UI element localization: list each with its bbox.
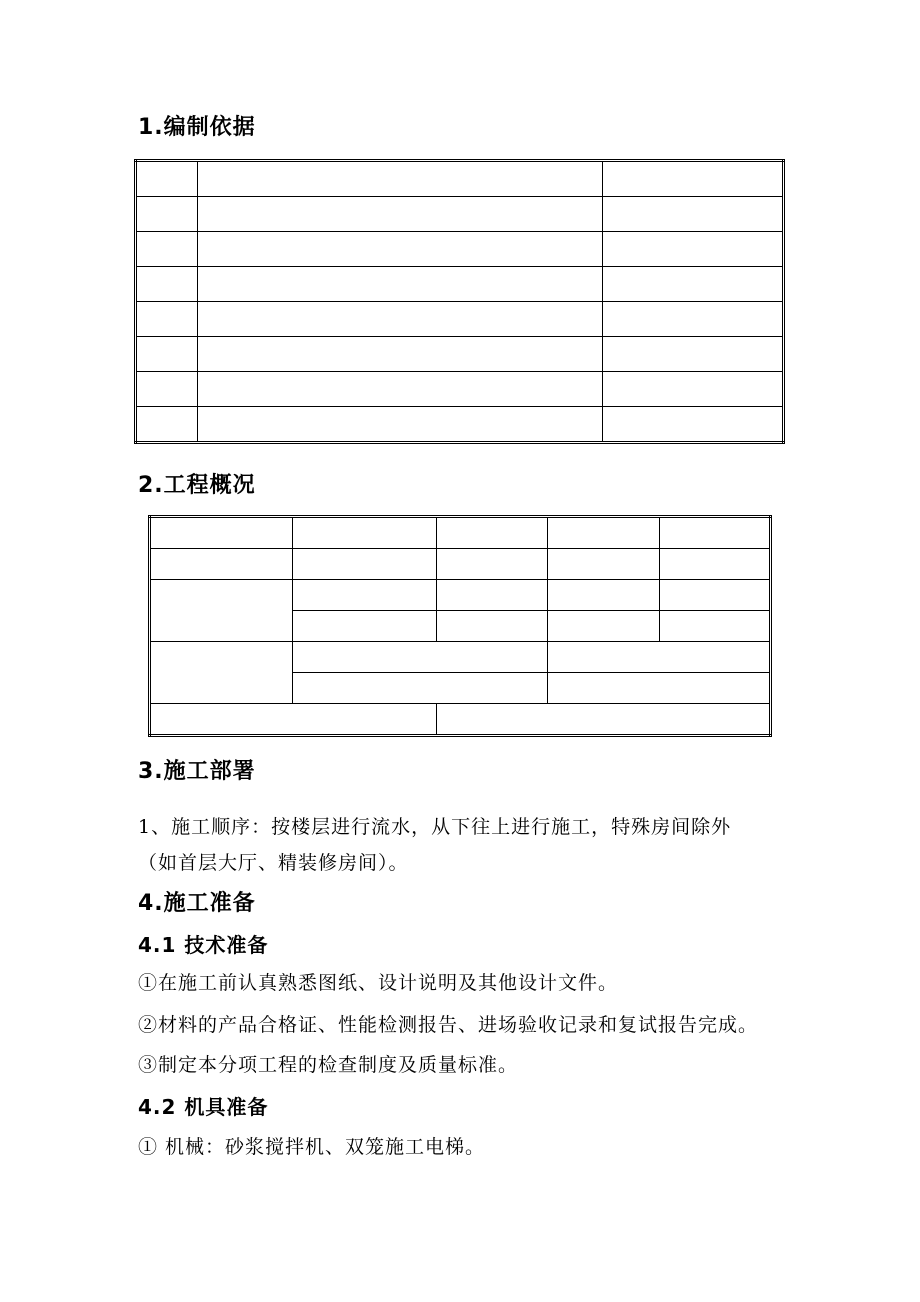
table-cell [603,372,784,407]
table-cell [548,580,660,611]
table-cell [293,673,548,704]
table-cell [437,517,548,549]
table-cell [293,517,437,549]
table-row [136,372,784,407]
construction-sequence-line1: 1、施工顺序：按楼层进行流水，从下往上进行施工，特殊房间除外 [138,816,732,838]
table-row [136,161,784,197]
table-cell [198,197,603,232]
table-row [136,407,784,443]
table-row [136,197,784,232]
table-cell [150,704,437,736]
table-row [150,704,771,736]
table-cell [603,232,784,267]
table-cell [548,611,660,642]
table-cell [437,580,548,611]
table-cell [603,197,784,232]
section-2-title: 2.工程概况 [138,473,256,498]
table-cell [660,580,771,611]
tech-prep-item-2: ②材料的产品合格证、性能检测报告、进场验收记录和复试报告完成。 [138,1014,759,1036]
table-cell [136,161,198,197]
basis-table [134,159,785,444]
table-cell [150,549,293,580]
table-cell [136,232,198,267]
table-row [136,337,784,372]
table-cell [603,267,784,302]
construction-sequence-line2: （如首层大厅、精装修房间）。 [138,852,409,874]
section-1-title: 1.编制依据 [138,115,256,140]
tech-prep-item-3: ③制定本分项工程的检查制度及质量标准。 [138,1054,519,1076]
table-row [136,302,784,337]
table-cell [660,517,771,549]
table-cell [150,580,293,642]
table-cell [660,611,771,642]
table-cell [603,407,784,443]
table-cell [603,161,784,197]
table-cell [437,704,771,736]
table-cell [136,302,198,337]
overview-table [148,515,772,737]
tech-prep-item-1: ①在施工前认真熟悉图纸、设计说明及其他设计文件。 [138,972,619,994]
table-cell [198,161,603,197]
table-cell [293,549,437,580]
table-row [150,642,771,673]
section-4-1-title: 4.1 技术准备 [138,933,269,957]
table-cell [293,642,548,673]
table-cell [293,580,437,611]
table-cell [198,372,603,407]
section-4-2-title: 4.2 机具准备 [138,1095,269,1119]
table-cell [548,673,771,704]
table-cell [136,407,198,443]
table-cell [198,337,603,372]
table-cell [660,549,771,580]
table-row [150,580,771,611]
table-cell [548,549,660,580]
table-row [136,232,784,267]
table-cell [437,549,548,580]
table-cell [198,267,603,302]
table-cell [603,302,784,337]
equipment-item-1: ① 机械：砂浆搅拌机、双笼施工电梯。 [138,1136,486,1158]
table-row [150,517,771,549]
table-row [136,267,784,302]
table-cell [198,407,603,443]
table-cell [136,267,198,302]
table-cell [198,232,603,267]
table-cell [150,517,293,549]
table-cell [136,337,198,372]
table-cell [136,372,198,407]
table-cell [198,302,603,337]
table-cell [136,197,198,232]
table-cell [150,642,293,704]
table-cell [293,611,437,642]
table-cell [548,517,660,549]
table-cell [437,611,548,642]
table-cell [548,642,771,673]
table-row [150,549,771,580]
table-cell [603,337,784,372]
section-4-title: 4.施工准备 [138,891,256,916]
section-3-title: 3.施工部署 [138,759,256,784]
